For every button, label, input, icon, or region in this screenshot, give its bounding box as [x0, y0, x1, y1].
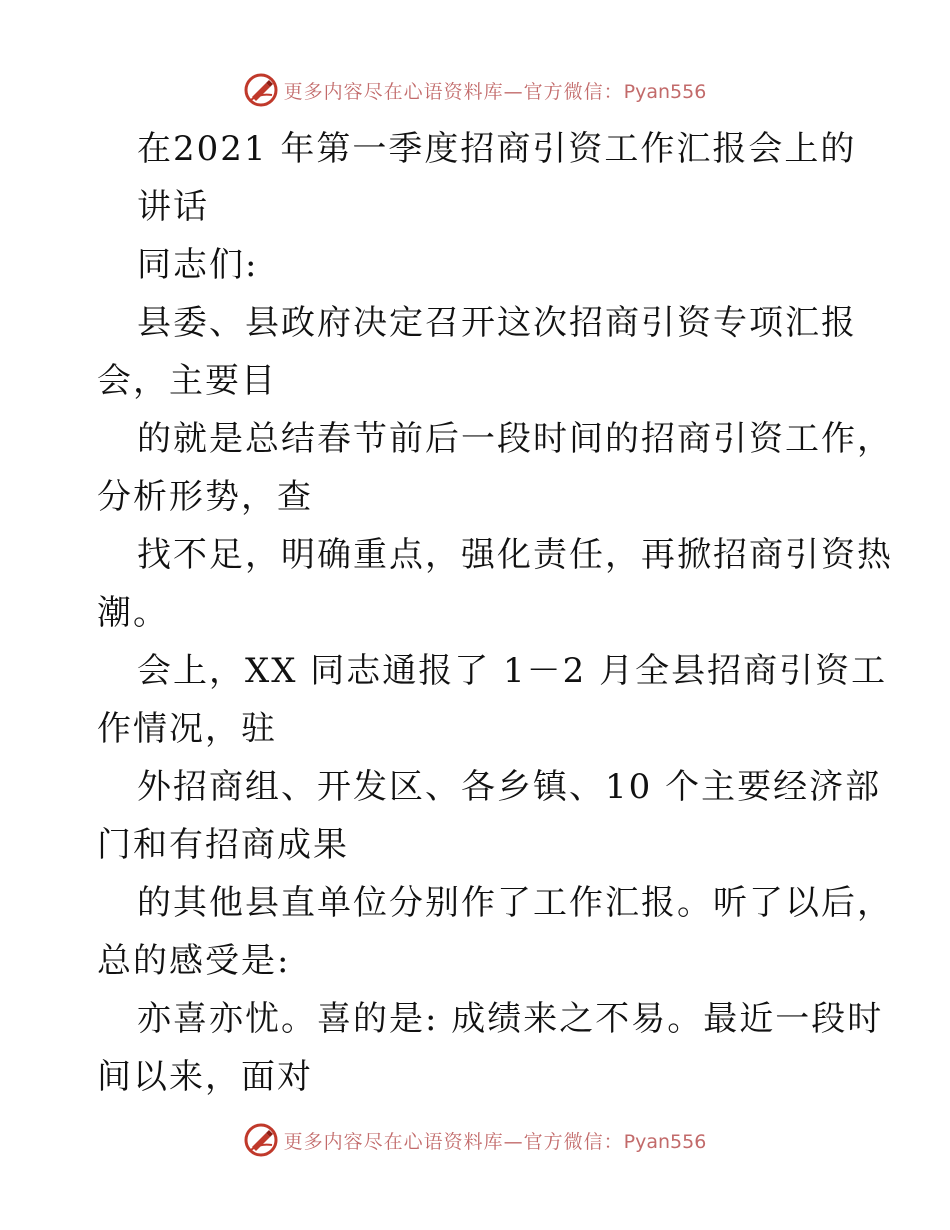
- footer-watermark: [0, 1120, 950, 1160]
- pen-logo-icon: [244, 73, 278, 107]
- text-line: 亦喜亦忧。喜的是: 成绩来之不易。最近一段时: [137, 999, 884, 1039]
- text-line: 的就是总结春节前后一段时间的招商引资工作，: [137, 419, 893, 459]
- text-line: 分析形势，查: [97, 477, 313, 517]
- text-line: 在2021 年第一季度招商引资工作汇报会上的: [137, 129, 857, 169]
- text-line: 外招商组、开发区、各乡镇、10 个主要经济部: [137, 767, 882, 807]
- watermark-text: 更多内容尽在心语资料库—官方微信：Pyan556: [283, 1130, 707, 1153]
- pen-logo-icon: [244, 1123, 278, 1157]
- document-body: [97, 120, 893, 1106]
- text-line: 找不足，明确重点，强化责任，再掀招商引资热: [137, 535, 893, 575]
- text-line: 讲话: [137, 187, 209, 227]
- text-line: 会上，XX 同志通报了 1－2 月全县招商引资工: [137, 651, 888, 691]
- watermark-text: 更多内容尽在心语资料库—官方微信：Pyan556: [283, 80, 707, 103]
- text-line: 会，主要目: [97, 361, 277, 401]
- text-line: 总的感受是:: [97, 941, 291, 981]
- text-line: 县委、县政府决定召开这次招商引资专项汇报: [137, 303, 857, 343]
- text-line: 同志们:: [137, 245, 259, 285]
- text-line: 间以来，面对: [97, 1057, 313, 1097]
- text-line: 潮。: [97, 593, 169, 633]
- text-line: 的其他县直单位分别作了工作汇报。听了以后，: [137, 883, 893, 923]
- text-line: 作情况，驻: [97, 709, 277, 749]
- text-line: 门和有招商成果: [97, 825, 349, 865]
- header-watermark: [0, 70, 950, 110]
